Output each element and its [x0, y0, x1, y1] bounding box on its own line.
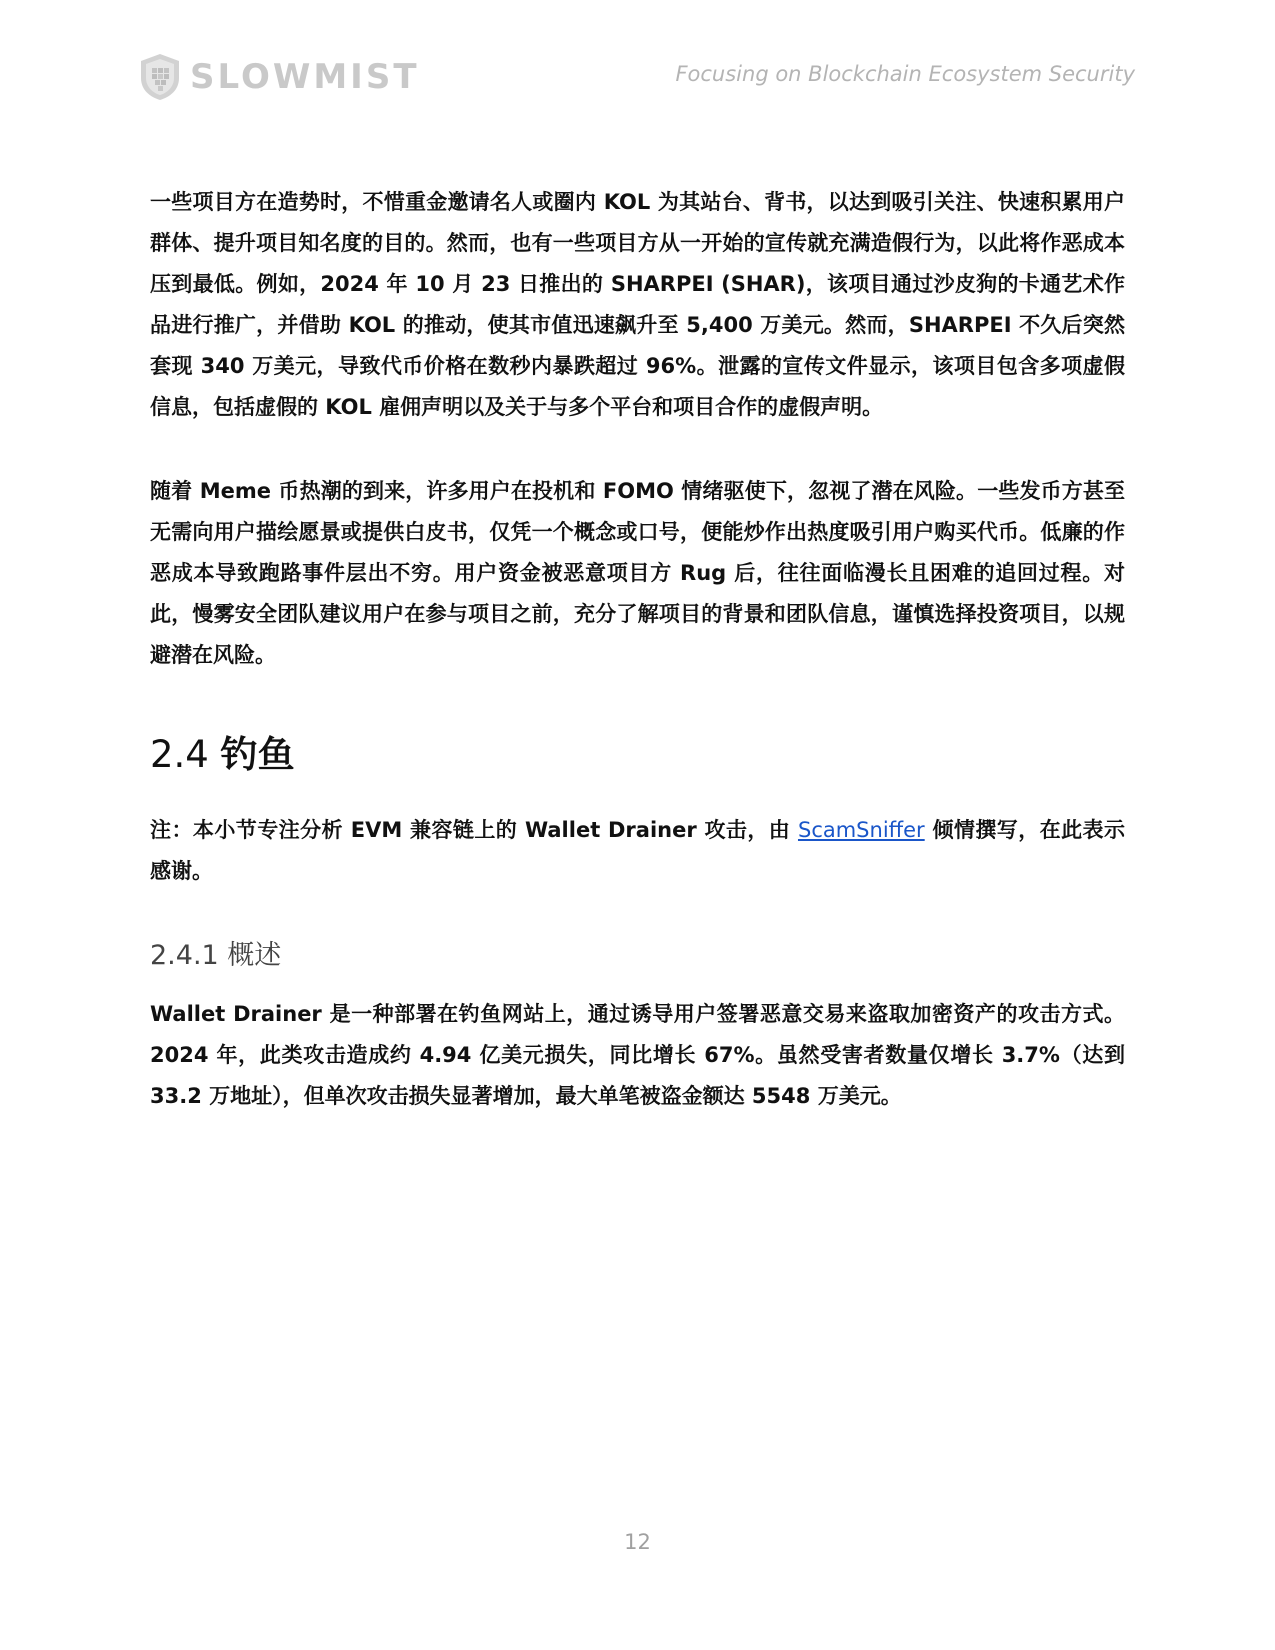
- note-text-after: 倾情撰写，在此表示感谢。: [150, 818, 1125, 883]
- logo-text: SLOWMIST: [190, 57, 420, 97]
- scamsniffer-link[interactable]: ScamSniffer: [797, 818, 925, 842]
- subsection-heading: [150, 936, 1125, 976]
- shield-icon: [138, 52, 182, 102]
- subsection-number: 2.4.1: [150, 940, 219, 971]
- section-heading: [150, 730, 1125, 780]
- section-title: 钓鱼: [220, 733, 295, 776]
- section-note: [150, 810, 1125, 892]
- note-text-before: 注：本小节专注分析 EVM 兼容链上的 Wallet Drainer 攻击，由: [150, 818, 798, 842]
- page-header: [0, 0, 1275, 130]
- paragraph-overview: Wallet Drainer 是一种部署在钓鱼网站上，通过诱导用户签署恶意交易来盗取加密资产的攻击方式。2024 年，此类攻击造成约 4.94 亿美元损失，同比增长 67%。虽然受害者数量仅增长 3.7%（达到 33.2 万地址），但单次攻击损失显著增加，最大单笔被盗金额达 5548 万美元。: [150, 1002, 1125, 1108]
- paragraph-meme-risk: 随着 Meme 币热潮的到来，许多用户在投机和 FOMO 情绪驱使下，忽视了潜在风险。一些发币方甚至无需向用户描绘愿景或提供白皮书，仅凭一个概念或口号，便能炒作出热度吸引用户购买代币。低廉的作恶成本导致跑路事件层出不穷。用户资金被恶意项目方 Rug 后，往往面临漫长且困难的追回过程。对此，慢雾安全团队建议用户在参与项目之前，充分了解项目的背景和团队信息，谨慎选择投资项目，以规避潜在风险。: [150, 479, 1125, 667]
- page-number: 12: [624, 1530, 651, 1554]
- paragraph-spacer: [150, 428, 1125, 471]
- slowmist-logo: [138, 52, 420, 102]
- section-number: 2.4: [150, 733, 209, 776]
- paragraph-promotion-fraud: 一些项目方在造势时，不惜重金邀请名人或圈内 KOL 为其站台、背书，以达到吸引关注、快速积累用户群体、提升项目知名度的目的。然而，也有一些项目方从一开始的宣传就充满造假行为，以此将作恶成本压到最低。例如，2024 年 10 月 23 日推出的 SHARPEI (SHAR)，该项目通过沙皮狗的卡通艺术作品进行推广，并借助 KOL 的推动，使其市值迅速飙升至 5,400 万美元。然而，SHARPEI 不久后突然套现 340 万美元，导致代币价格在数秒内暴跌超过 96%。泄露的宣传文件显示，该项目包含多项虚假信息，包括虚假的 KOL 雇佣声明以及关于与多个平台和项目合作的虚假声明。: [150, 190, 1125, 419]
- page-content: [150, 182, 1125, 1117]
- header-tagline: Focusing on Blockchain Ecosystem Security: [675, 62, 1135, 86]
- subsection-title: 概述: [227, 940, 282, 971]
